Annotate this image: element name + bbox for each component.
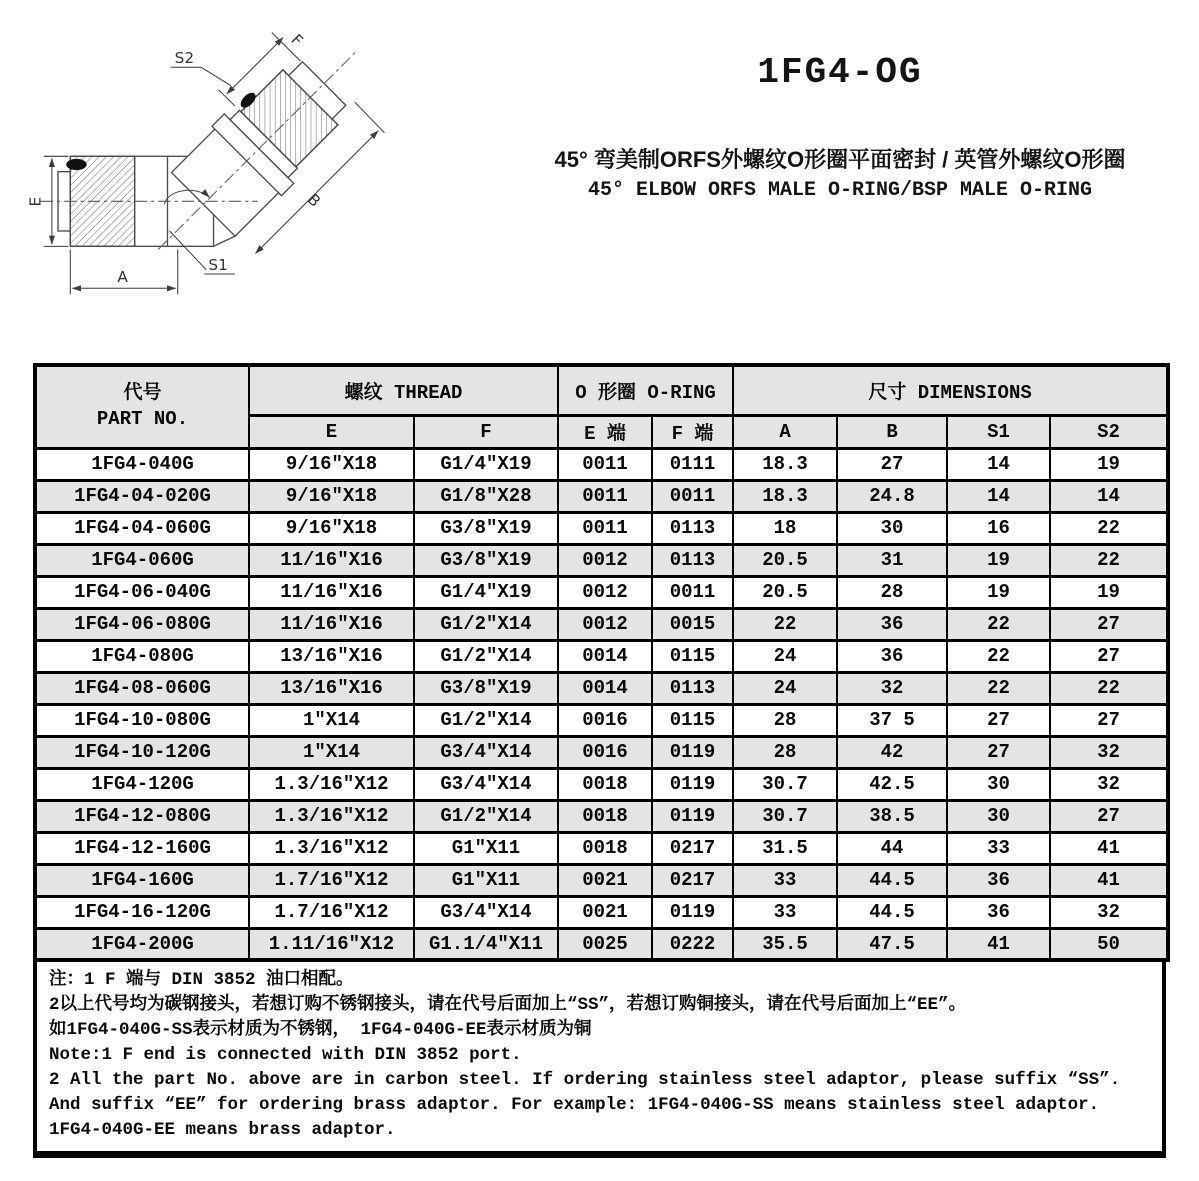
value-cell: 0217 bbox=[652, 864, 733, 896]
value-cell: 9/16″X18 bbox=[249, 480, 414, 512]
value-cell: 31 bbox=[837, 544, 947, 576]
table-row bbox=[35, 736, 1168, 768]
value-cell: 28 bbox=[733, 736, 837, 768]
value-cell: G3/4″X14 bbox=[414, 736, 558, 768]
value-cell: 22 bbox=[947, 672, 1050, 704]
value-cell: 0115 bbox=[652, 704, 733, 736]
note-line: 注：1 F 端与 DIN 3852 油口相配。 bbox=[49, 970, 354, 990]
table-row bbox=[35, 704, 1168, 736]
value-cell: 0111 bbox=[652, 448, 733, 480]
value-cell: 42.5 bbox=[837, 768, 947, 800]
value-cell: 0115 bbox=[652, 640, 733, 672]
notes-box bbox=[33, 962, 1166, 1158]
value-cell: G1/4″X19 bbox=[414, 576, 558, 608]
header-sub-s1: S1 bbox=[947, 415, 1050, 448]
header-sub-e-end: E 端 bbox=[558, 415, 652, 448]
value-cell: 9/16″X18 bbox=[249, 512, 414, 544]
header-part-no-cn: 代号 bbox=[123, 382, 162, 405]
header-sub-b: B bbox=[837, 415, 947, 448]
value-cell: 36 bbox=[947, 896, 1050, 928]
part-no-cell: 1FG4-12-080G bbox=[35, 800, 249, 832]
value-cell: G3/8″X19 bbox=[414, 544, 558, 576]
value-cell: 18 bbox=[733, 512, 837, 544]
value-cell: 28 bbox=[837, 576, 947, 608]
value-cell: 30 bbox=[947, 800, 1050, 832]
value-cell: 0018 bbox=[558, 832, 652, 864]
value-cell: 27 bbox=[1050, 704, 1168, 736]
value-cell: G3/4″X14 bbox=[414, 768, 558, 800]
note-line: 1FG4-040G-EE means brass adaptor. bbox=[49, 1120, 396, 1140]
value-cell: 22 bbox=[733, 608, 837, 640]
value-cell: 24 bbox=[733, 672, 837, 704]
table-row bbox=[35, 800, 1168, 832]
value-cell: 22 bbox=[1050, 512, 1168, 544]
note-line: 如1FG4-040G-SS表示材质为不锈钢， 1FG4-040G-EE表示材质为铜 bbox=[49, 1020, 592, 1040]
value-cell: 27 bbox=[1050, 608, 1168, 640]
note-line: 2 All the part No. above are in carbon steel. If ordering stainless steel adaptor, please suffix “SS”. bbox=[49, 1070, 1121, 1090]
value-cell: 41 bbox=[1050, 864, 1168, 896]
value-cell: 0119 bbox=[652, 800, 733, 832]
value-cell: 33 bbox=[733, 864, 837, 896]
title-block bbox=[480, 52, 1199, 202]
header-sub-a: A bbox=[733, 415, 837, 448]
value-cell: 11/16″X16 bbox=[249, 608, 414, 640]
dim-label-e: E bbox=[26, 196, 45, 207]
value-cell: 0119 bbox=[652, 896, 733, 928]
table-row bbox=[35, 640, 1168, 672]
note-line: And suffix “EE” for ordering brass adaptor. For example: 1FG4-040G-SS means stainless steel adaptor. bbox=[49, 1095, 1100, 1115]
value-cell: 0113 bbox=[652, 672, 733, 704]
value-cell: 18.3 bbox=[733, 448, 837, 480]
value-cell: 27 bbox=[947, 704, 1050, 736]
part-no-cell: 1FG4-060G bbox=[35, 544, 249, 576]
value-cell: 0021 bbox=[558, 864, 652, 896]
value-cell: 0011 bbox=[558, 512, 652, 544]
header-dimensions-group: 尺寸 DIMENSIONS bbox=[733, 365, 1168, 415]
value-cell: 1.7/16″X12 bbox=[249, 896, 414, 928]
value-cell: 37 5 bbox=[837, 704, 947, 736]
value-cell: 14 bbox=[947, 480, 1050, 512]
value-cell: G1/2″X14 bbox=[414, 640, 558, 672]
elbow-fitting-drawing bbox=[14, 10, 454, 320]
value-cell: 9/16″X18 bbox=[249, 448, 414, 480]
value-cell: G3/8″X19 bbox=[414, 672, 558, 704]
value-cell: 44.5 bbox=[837, 896, 947, 928]
value-cell: 19 bbox=[947, 576, 1050, 608]
value-cell: 19 bbox=[947, 544, 1050, 576]
value-cell: 19 bbox=[1050, 576, 1168, 608]
value-cell: 32 bbox=[1050, 768, 1168, 800]
value-cell: 1″X14 bbox=[249, 736, 414, 768]
part-no-cell: 1FG4-08-060G bbox=[35, 672, 249, 704]
value-cell: 0018 bbox=[558, 768, 652, 800]
table-row bbox=[35, 768, 1168, 800]
value-cell: 27 bbox=[837, 448, 947, 480]
value-cell: 36 bbox=[947, 864, 1050, 896]
value-cell: G1/2″X14 bbox=[414, 608, 558, 640]
value-cell: G3/4″X14 bbox=[414, 896, 558, 928]
value-cell: 14 bbox=[947, 448, 1050, 480]
value-cell: 50 bbox=[1050, 928, 1168, 960]
table-row bbox=[35, 864, 1168, 896]
header-sub-e: E bbox=[249, 415, 414, 448]
value-cell: 0217 bbox=[652, 832, 733, 864]
value-cell: 13/16″X16 bbox=[249, 640, 414, 672]
value-cell: 0016 bbox=[558, 736, 652, 768]
value-cell: G1/4″X19 bbox=[414, 448, 558, 480]
value-cell: 11/16″X16 bbox=[249, 576, 414, 608]
dim-label-s1: S1 bbox=[208, 255, 228, 274]
table-row bbox=[35, 832, 1168, 864]
part-no-cell: 1FG4-10-080G bbox=[35, 704, 249, 736]
value-cell: 44 bbox=[837, 832, 947, 864]
value-cell: G3/8″X19 bbox=[414, 512, 558, 544]
value-cell: 0113 bbox=[652, 544, 733, 576]
value-cell: 0025 bbox=[558, 928, 652, 960]
value-cell: 0021 bbox=[558, 896, 652, 928]
value-cell: 31.5 bbox=[733, 832, 837, 864]
value-cell: 22 bbox=[1050, 544, 1168, 576]
value-cell: 27 bbox=[1050, 640, 1168, 672]
header-part-no-en: PART NO. bbox=[96, 407, 189, 430]
value-cell: 0119 bbox=[652, 736, 733, 768]
value-cell: 0011 bbox=[558, 448, 652, 480]
part-no-cell: 1FG4-160G bbox=[35, 864, 249, 896]
table-row bbox=[35, 576, 1168, 608]
header-sub-s2: S2 bbox=[1050, 415, 1168, 448]
note-line: 2以上代号均为碳钢接头，若想订购不锈钢接头，请在代号后面加上“SS”，若想订购铜接头，请在代号后面加上“EE”。 bbox=[49, 995, 967, 1015]
value-cell: 1″X14 bbox=[249, 704, 414, 736]
dim-label-f: F bbox=[287, 30, 307, 50]
value-cell: G1/2″X14 bbox=[414, 800, 558, 832]
value-cell: 24.8 bbox=[837, 480, 947, 512]
value-cell: 1.7/16″X12 bbox=[249, 864, 414, 896]
value-cell: 24 bbox=[733, 640, 837, 672]
value-cell: 32 bbox=[1050, 736, 1168, 768]
value-cell: 0011 bbox=[652, 480, 733, 512]
value-cell: 0014 bbox=[558, 672, 652, 704]
table-row bbox=[35, 544, 1168, 576]
value-cell: 20.5 bbox=[733, 544, 837, 576]
table-row bbox=[35, 448, 1168, 480]
value-cell: 19 bbox=[1050, 448, 1168, 480]
note-line: Note:1 F end is connected with DIN 3852 port. bbox=[49, 1045, 522, 1065]
part-no-cell: 1FG4-10-120G bbox=[35, 736, 249, 768]
value-cell: 47.5 bbox=[837, 928, 947, 960]
value-cell: 33 bbox=[733, 896, 837, 928]
value-cell: 1.3/16″X12 bbox=[249, 800, 414, 832]
value-cell: 0012 bbox=[558, 608, 652, 640]
table-row bbox=[35, 480, 1168, 512]
value-cell: 22 bbox=[947, 640, 1050, 672]
part-no-cell: 1FG4-040G bbox=[35, 448, 249, 480]
value-cell: 0016 bbox=[558, 704, 652, 736]
subtitle-chinese: 45° 弯美制ORFS外螺纹O形圈平面密封 / 英管外螺纹O形圈 bbox=[554, 147, 1126, 172]
value-cell: 38.5 bbox=[837, 800, 947, 832]
part-no-cell: 1FG4-06-040G bbox=[35, 576, 249, 608]
value-cell: G1″X11 bbox=[414, 864, 558, 896]
value-cell: 0015 bbox=[652, 608, 733, 640]
header-sub-f: F bbox=[414, 415, 558, 448]
header-part-no bbox=[35, 365, 249, 448]
value-cell: 35.5 bbox=[733, 928, 837, 960]
value-cell: 0222 bbox=[652, 928, 733, 960]
value-cell: 0113 bbox=[652, 512, 733, 544]
o-ring-left bbox=[66, 159, 86, 170]
value-cell: 27 bbox=[947, 736, 1050, 768]
part-no-cell: 1FG4-120G bbox=[35, 768, 249, 800]
part-no-cell: 1FG4-04-020G bbox=[35, 480, 249, 512]
table-row bbox=[35, 928, 1168, 960]
value-cell: 42 bbox=[837, 736, 947, 768]
value-cell: 41 bbox=[1050, 832, 1168, 864]
table-row bbox=[35, 672, 1168, 704]
value-cell: 22 bbox=[947, 608, 1050, 640]
table-row bbox=[35, 608, 1168, 640]
value-cell: 1.3/16″X12 bbox=[249, 832, 414, 864]
value-cell: 22 bbox=[1050, 672, 1168, 704]
value-cell: 30.7 bbox=[733, 768, 837, 800]
value-cell: 14 bbox=[1050, 480, 1168, 512]
table-body bbox=[35, 448, 1168, 960]
value-cell: 0014 bbox=[558, 640, 652, 672]
value-cell: G1/8″X28 bbox=[414, 480, 558, 512]
value-cell: 0119 bbox=[652, 768, 733, 800]
left-thread-hatch bbox=[70, 156, 134, 246]
part-no-cell: 1FG4-16-120G bbox=[35, 896, 249, 928]
value-cell: 1.11/16″X12 bbox=[249, 928, 414, 960]
table-row bbox=[35, 512, 1168, 544]
value-cell: 0012 bbox=[558, 544, 652, 576]
subtitle-english: 45° ELBOW ORFS MALE O-RING/BSP MALE O-RING bbox=[587, 179, 1093, 202]
header-sub-f-end: F 端 bbox=[652, 415, 733, 448]
dim-label-b: B bbox=[303, 190, 324, 211]
spec-table bbox=[33, 363, 1170, 962]
value-cell: 18.3 bbox=[733, 480, 837, 512]
value-cell: 13/16″X16 bbox=[249, 672, 414, 704]
value-cell: 36 bbox=[837, 640, 947, 672]
value-cell: 44.5 bbox=[837, 864, 947, 896]
value-cell: 30 bbox=[837, 512, 947, 544]
value-cell: 27 bbox=[1050, 800, 1168, 832]
value-cell: 1.3/16″X12 bbox=[249, 768, 414, 800]
value-cell: 0012 bbox=[558, 576, 652, 608]
value-cell: G1.1/4″X11 bbox=[414, 928, 558, 960]
value-cell: 20.5 bbox=[733, 576, 837, 608]
value-cell: 0011 bbox=[558, 480, 652, 512]
value-cell: 32 bbox=[1050, 896, 1168, 928]
header-oring-group: O 形圈 O-RING bbox=[558, 365, 733, 415]
value-cell: G1/2″X14 bbox=[414, 704, 558, 736]
value-cell: 41 bbox=[947, 928, 1050, 960]
value-cell: 0011 bbox=[652, 576, 733, 608]
value-cell: 30.7 bbox=[733, 800, 837, 832]
value-cell: 0018 bbox=[558, 800, 652, 832]
technical-drawing bbox=[14, 10, 454, 320]
value-cell: 33 bbox=[947, 832, 1050, 864]
part-no-cell: 1FG4-06-080G bbox=[35, 608, 249, 640]
value-cell: 28 bbox=[733, 704, 837, 736]
part-no-cell: 1FG4-12-160G bbox=[35, 832, 249, 864]
value-cell: G1″X11 bbox=[414, 832, 558, 864]
part-no-cell: 1FG4-200G bbox=[35, 928, 249, 960]
dim-label-s2: S2 bbox=[174, 49, 195, 68]
value-cell: 32 bbox=[837, 672, 947, 704]
header-thread-group: 螺纹 THREAD bbox=[249, 365, 558, 415]
spec-sheet bbox=[33, 363, 1166, 1158]
part-no-cell: 1FG4-04-060G bbox=[35, 512, 249, 544]
value-cell: 36 bbox=[837, 608, 947, 640]
value-cell: 16 bbox=[947, 512, 1050, 544]
part-series-title: 1FG4-OG bbox=[757, 52, 923, 93]
value-cell: 11/16″X16 bbox=[249, 544, 414, 576]
dim-label-a: A bbox=[117, 268, 128, 287]
value-cell: 30 bbox=[947, 768, 1050, 800]
part-no-cell: 1FG4-080G bbox=[35, 640, 249, 672]
table-row bbox=[35, 896, 1168, 928]
